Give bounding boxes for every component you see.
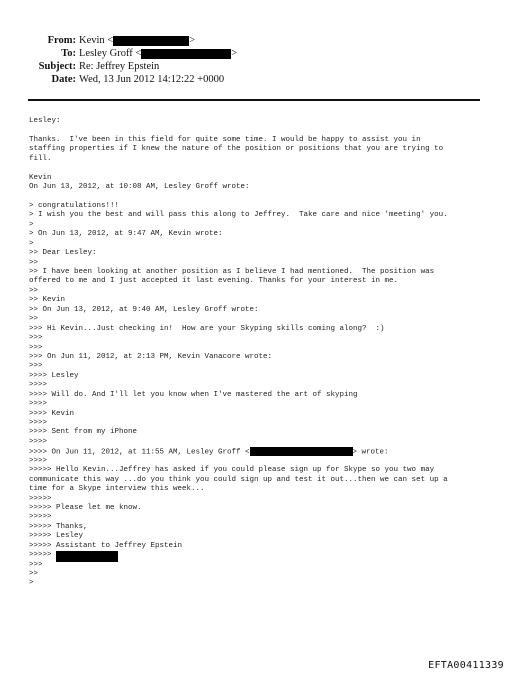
header-to-row — [0, 48, 237, 60]
body-line: >>>>> Please let me know. — [29, 503, 142, 512]
body-line: >>>>> Hello Kevin...Jeffrey has asked if you could please sign up for Skype so you two may — [29, 466, 435, 475]
body-line: time for a Skype interview this week... — [29, 485, 205, 494]
body-line: > — [29, 220, 34, 229]
body-line: >>>>> — [29, 513, 52, 522]
header-from-row — [0, 35, 195, 47]
from-label: From: — [47, 35, 76, 46]
body-line: >>>> — [29, 400, 48, 409]
body-line: >> On Jun 13, 2012, at 9:40 AM, Lesley Groff wrote: — [29, 305, 259, 314]
email-body — [29, 117, 489, 589]
body-text: > wrote: — [352, 448, 389, 457]
body-line: Lesley: — [29, 117, 61, 125]
body-line: fill. — [29, 154, 52, 163]
body-line: >>>> — [29, 437, 48, 446]
date-value: Wed, 13 Jun 2012 14:12:22 +0000 — [79, 74, 225, 85]
subject-value: Re: Jeffrey Epstein — [79, 61, 160, 72]
body-line: > congratulations!!! — [29, 201, 120, 210]
header-subject-row — [0, 61, 159, 73]
body-line: >>>> Kevin — [29, 409, 75, 418]
body-text: >>>> On Jun 11, 2012, at 11:55 AM, Lesley Groff < — [29, 448, 250, 457]
date-label: Date: — [51, 74, 76, 85]
body-line: >> — [29, 315, 39, 324]
redaction-box — [141, 49, 231, 59]
body-line: >>>>> Lesley — [29, 532, 84, 541]
body-line: >> I have been looking at another position as I believe I had mentioned. The position was — [29, 268, 435, 276]
header-date-row — [0, 74, 224, 86]
body-line: >> — [29, 570, 39, 578]
body-line: >>>>> Thanks, — [29, 522, 88, 531]
body-line — [29, 164, 489, 173]
from-value: Kevin < — [79, 35, 114, 46]
body-line: >> — [29, 258, 39, 267]
to-close: > — [231, 48, 238, 59]
body-line: >>> — [29, 334, 43, 343]
from-close: > — [189, 35, 196, 46]
body-line — [29, 193, 489, 202]
header-divider — [28, 99, 480, 101]
body-line: >>>> — [29, 381, 48, 390]
body-line: >>>> Sent from my iPhone — [29, 428, 138, 437]
body-text: >>>>> — [29, 551, 57, 560]
redaction-box — [113, 36, 189, 46]
body-line: >>>>> — [29, 494, 52, 503]
body-line: staffing properties if I knew the nature of the position or positions that you are trying to — [29, 145, 444, 154]
body-line — [29, 126, 489, 135]
to-label: To: — [61, 48, 76, 59]
body-line: >>> — [29, 362, 43, 371]
body-line-with-redaction — [29, 447, 489, 456]
body-line: communicate this way ...do you think you could sign up and test it out...then we can set up a — [29, 475, 448, 484]
body-line: >> Dear Lesley: — [29, 249, 97, 258]
body-line: >>> — [29, 343, 43, 352]
to-value: Lesley Groff < — [79, 48, 142, 59]
body-line: >>>> Will do. And I'll let you know when I've mastered the art of skyping — [29, 390, 358, 399]
body-line: > — [29, 239, 34, 248]
body-line: >>>> — [29, 419, 48, 427]
body-line: Kevin — [29, 173, 52, 182]
body-line: > On Jun 13, 2012, at 9:47 AM, Kevin wrote: — [29, 230, 223, 239]
body-line: >>> — [29, 560, 43, 569]
body-line: >>>> — [29, 456, 48, 465]
redaction-box — [56, 551, 118, 562]
body-line: > I wish you the best and will pass this along to Jeffrey. Take care and nice 'meeting' you. — [29, 211, 448, 220]
body-line-with-redaction — [29, 551, 489, 560]
body-line: >>> Hi Kevin...Just checking in! How are your Skyping skills coming along? :) — [29, 324, 385, 333]
body-line: >> Kevin — [29, 296, 66, 305]
body-line: >>>> Lesley — [29, 371, 79, 380]
body-line: > — [29, 579, 34, 588]
body-line: offered to me and I just accepted it last evening. Thanks for your interest in me. — [29, 277, 399, 286]
body-line: >>>>> Assistant to Jeffrey Epstein — [29, 541, 183, 550]
subject-label: Subject: — [38, 61, 76, 72]
document-id: EFTA00411339 — [428, 660, 504, 671]
redaction-box — [250, 447, 353, 456]
body-line: >> — [29, 286, 39, 295]
body-line: Thanks. I've been in this field for quite some time. I would be happy to assist you in — [29, 135, 421, 144]
body-line: >>> On Jun 11, 2012, at 2:13 PM, Kevin Vanacore wrote: — [29, 352, 273, 361]
body-line: On Jun 13, 2012, at 10:08 AM, Lesley Groff wrote: — [29, 183, 250, 192]
